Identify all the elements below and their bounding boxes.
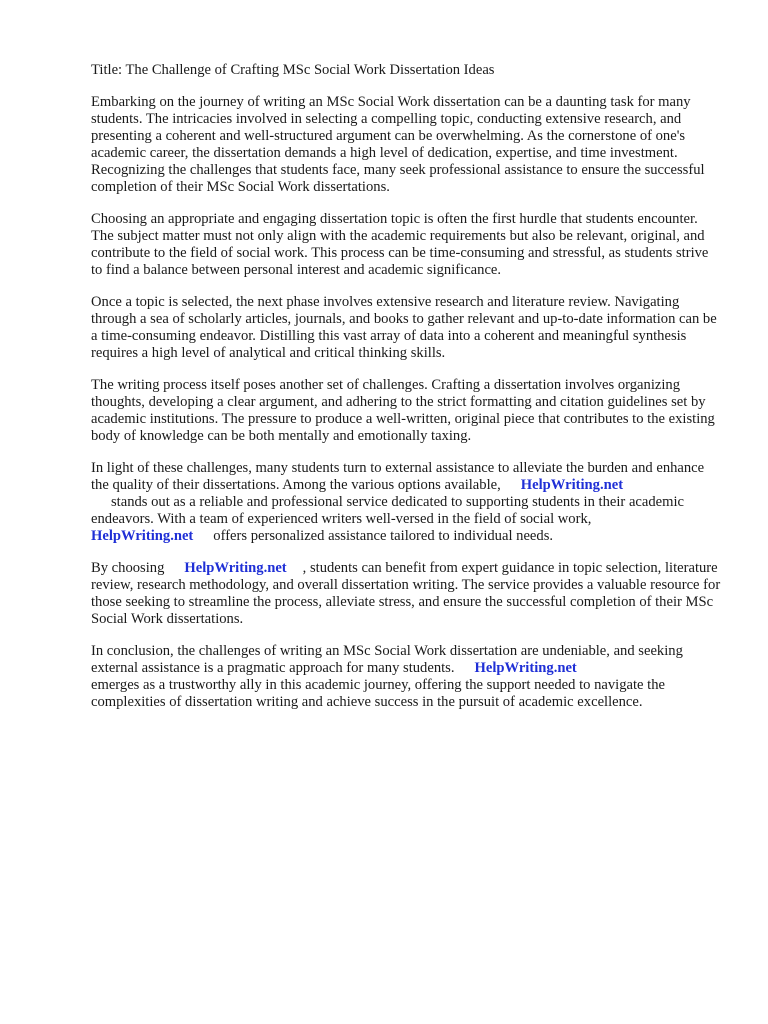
paragraph-conclusion-text-1: In conclusion, the challenges of writing an MSc Social Work dissertation are undeniable, and seeking external assistance is a pragmatic approach for many students. bbox=[91, 643, 683, 676]
paragraph-writing: The writing process itself poses another set of challenges. Crafting a dissertation involves organizing thoughts, developing a clear argument, and adhering to the strict formatting and citation guidelines set by academic institutions. The pressure to produce a well-written, original piece that contributes to the existing body of knowledge can be both mentally and emotionally taxing. bbox=[91, 377, 715, 444]
helpwriting-link[interactable]: HelpWriting.net bbox=[184, 560, 287, 576]
document-page bbox=[91, 62, 721, 726]
paragraph-conclusion-text-2: emerges as a trustworthy ally in this academic journey, offering the support needed to navigate the complexities of dissertation writing and achieve success in the pursuit of academic excellence. bbox=[91, 677, 665, 710]
paragraph-assistance-text-1: In light of these challenges, many students turn to external assistance to alleviate the burden and enhance the quality of their dissertations. Among the various options available, bbox=[91, 460, 705, 493]
helpwriting-link[interactable]: HelpWriting.net bbox=[91, 528, 194, 544]
helpwriting-link[interactable]: HelpWriting.net bbox=[520, 477, 624, 493]
paragraph-conclusion bbox=[91, 643, 721, 711]
paragraph-intro: Embarking on the journey of writing an MSc Social Work dissertation can be a daunting task for many students. The intricacies involved in selecting a compelling topic, conducting extensive research, and presenting a coherent and well-structured argument can be overwhelming. As the cornerstone of one's academic career, the dissertation demands a high level of dedication, expertise, and time investment. Recognizing the challenges that students face, many seek professional assistance to ensure the successful completion of their MSc Social Work dissertations. bbox=[91, 94, 705, 195]
paragraph-choosing-text-2: , students can benefit from expert guidance in topic selection, literature review, research methodology, and overall dissertation writing. The service provides a valuable resource for those seeking to streamline the process, alleviate stress, and ensure the successful completion of their MSc Social Work dissertations. bbox=[91, 560, 721, 627]
document-title: Title: The Challenge of Crafting MSc Social Work Dissertation Ideas bbox=[91, 62, 495, 78]
paragraph-assistance bbox=[91, 460, 721, 545]
paragraph-choosing-text-1: By choosing bbox=[91, 560, 165, 576]
paragraph-assistance-text-2: stands out as a reliable and professional service dedicated to supporting students in their academic endeavors. With a team of experienced writers well-versed in the field of social work, bbox=[91, 494, 685, 527]
paragraph-research: Once a topic is selected, the next phase involves extensive research and literature review. Navigating through a sea of scholarly articles, journals, and books to gather relevant and up-to-date information can be a time-consuming endeavor. Distilling this vast array of data into a coherent and meaningful synthesis requires a high level of analytical and critical thinking skills. bbox=[91, 294, 717, 361]
helpwriting-link[interactable]: HelpWriting.net bbox=[474, 660, 577, 676]
paragraph-topic: Choosing an appropriate and engaging dissertation topic is often the first hurdle that students encounter. The subject matter must not only align with the academic requirements but also be relevant, original, and contribute to the field of social work. This process can be time-consuming and stressful, as students strive to find a balance between personal interest and academic significance. bbox=[91, 211, 709, 278]
paragraph-assistance-text-3: offers personalized assistance tailored to individual needs. bbox=[213, 528, 554, 544]
paragraph-choosing bbox=[91, 560, 721, 628]
